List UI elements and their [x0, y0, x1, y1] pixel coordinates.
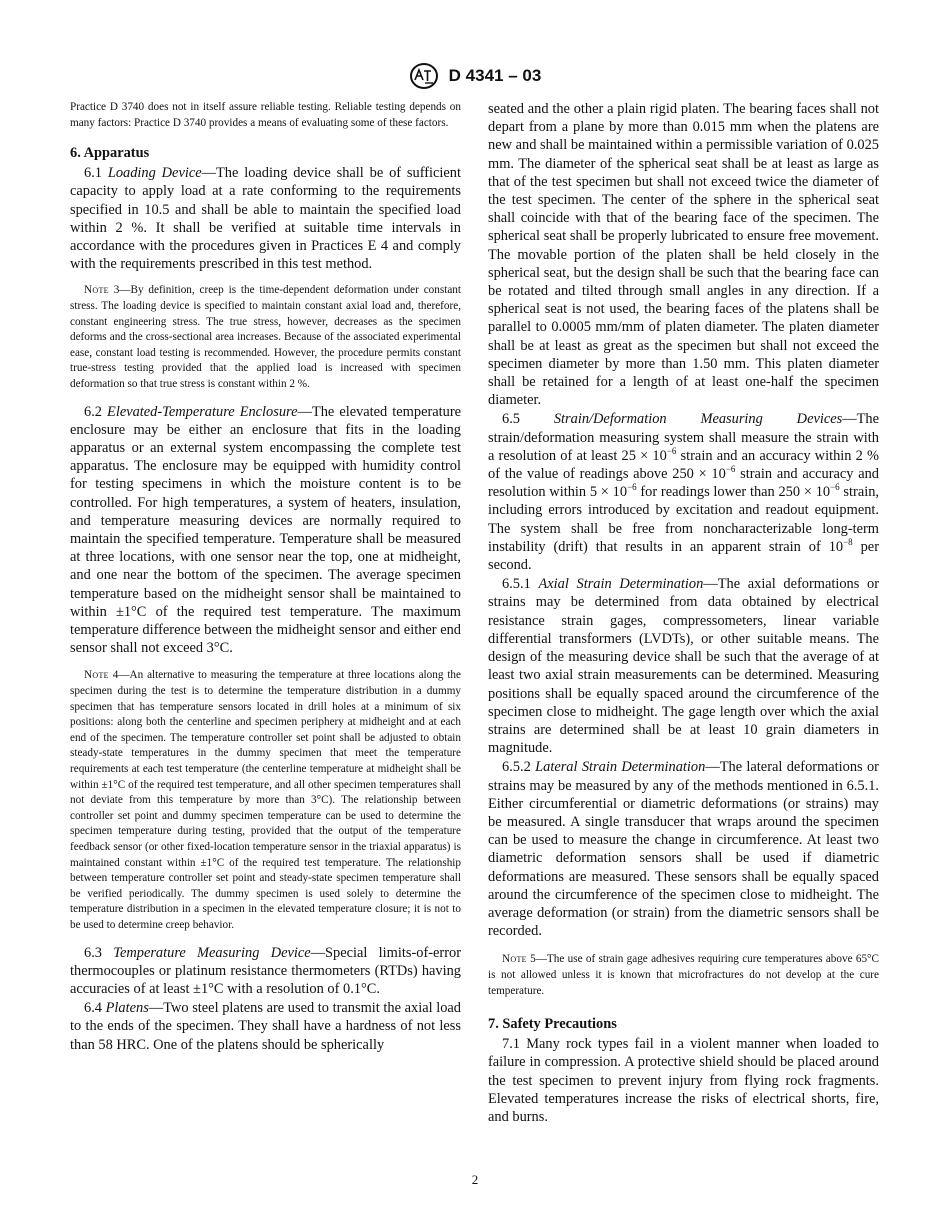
note-3 [70, 283, 461, 392]
para-text: strain and an accuracy within 2 % of the value of readings above 250 × 10 [488, 447, 879, 483]
paragraph-6-2 [70, 403, 461, 658]
para-text: strain and accuracy and resolution within 5 × 10 [488, 466, 879, 501]
exponent: −6 [627, 482, 637, 493]
right-column [488, 100, 879, 1126]
exponent: −6 [725, 464, 736, 475]
paragraph-6-4 [70, 999, 461, 1054]
paragraph-6-5-1 [488, 575, 879, 757]
exponent: −6 [666, 446, 677, 457]
para-text: for readings lower than 250 × 10 [636, 484, 831, 501]
para-num: 6.3 [84, 944, 114, 961]
page-header [0, 62, 950, 90]
para-num: 6.1 [84, 165, 108, 182]
section-6-title: 6. Apparatus [70, 145, 150, 162]
note-label: Note [502, 953, 527, 966]
paragraph-6-4-continued: seated and the other a plain rigid platen. The bearing faces shall not depart from a plane by more than 0.015 mm when the platens are new and shall be maintained within a permissible variation of 0.025 mm. The diameter of the spherical seat shall be at least as large as that of the test specimen but shall not exceed twice the diameter of the test specimen. The center of the sphere in the spherical seat shall coincide with that of the bearing face of the specimen. The spherical seat shall be properly lubricated to ensure free movement. The movable portion of the platen shall be held closely in the spherical seat, but the design shall be such that the bearing face can be rotated and tilted through small angles in any direction. If a spherical seat is not used, the bearing faces of the platens shall be parallel to 0.0005 mm/mm of platen diameter. The platen diameter shall be at least as great as the specimen but shall not exceed the specimen diameter by more than 1.50 mm. This platen diameter shall be retained for a length of at least one-half the specimen diameter. [488, 101, 879, 409]
para-text: per second. [488, 538, 879, 574]
para-text: —The loading device shall be of sufficient capacity to apply load at a rate conforming to the requirements specified in 10.5 and shall be able to maintain the specified load within 2 %. It shall be verified at suitable time intervals in accordance with the procedures given in Practices E 4 and comply with the requirements prescribed in this test method. [70, 165, 461, 273]
para-title: Strain/Deformation Measuring Devices [553, 411, 843, 428]
para-num: 6.4 [84, 1000, 106, 1017]
para-text: —The elevated temperature enclosure may be either an enclosure that fits in the loading apparatus or an external system encompassing the complete test apparatus. The enclosure may be equipped with humidity control for testing specimens in which the moisture content is to be controlled. For high temperatures, a system of heaters, insulation, and temperature measuring devices are normally required to maintain the specified temperature. Temperature shall be measured at three locations, with one sensor near the top, one at midheight, and one near the bottom of the specimen. The average specimen temperature based on the midheight sensor shall be maintained to within ±1°C of the required test temperature. The maximum temperature difference between the midheight sensor and either end sensor shall not exceed 3°C. [70, 403, 462, 657]
para-num: 6.2 [84, 403, 108, 420]
para-num: 6.5.1 [502, 576, 539, 593]
para-title: Platens [105, 1000, 149, 1017]
para-text: —The strain/deformation measuring system shall measure the strain with a resolution of at least 25 × 10 [488, 411, 879, 464]
paragraph-7-1: 7.1 Many rock types fail in a violent manner when loaded to failure in compression. A protective shield should be placed around the test specimen to prevent injury from flying rock fragments. Elevated temperatures increase the risks of electrical shorts, fire, and burns. [488, 1036, 879, 1125]
note-label: Note [84, 284, 109, 297]
note-text: 5—The use of strain gage adhesives requiring cure temperatures above 65°C is not allowed unless it is known that microfractures do not develop at the cure temperature. [488, 953, 879, 997]
para-text: strain, including errors introduced by excitation and readout equipment. The system shall be free from noncharacterizable long-term instability (drift) that results in an apparent strain of 10 [488, 484, 879, 555]
astm-logo-icon [409, 62, 439, 90]
para-num: 6.5 [502, 411, 554, 428]
paragraph-6-3 [70, 944, 461, 999]
note-text: 4—An alternative to measuring the temperature at three locations along the specimen during the test is to determine the temperature distribution in a dummy specimen that has temperature sensors located in drill holes at a minimum of six positions: along both the centerline and specimen periphery at midheight and at each end of the specimen. The temperature controller set point shall be adjusted to obtain steady-state temperatures in the dummy specimen that meet the temperature requirements at each test temperature (the centerline temperature at midheight shall be within ±1°C of the required test temperature, and all other specimen temperatures shall not deviate from this temperature by more than 3°C). The relationship between controller set point and dummy specimen temperature can be used to determine the specimen temperature during testing, provided that the output of the temperature feedback sensor (or other fixed-location temperature sensor in the triaxial apparatus) is maintained constant within ±1°C of the required test temperature. The relationship between temperature controller set point and steady-state specimen temperature shall be verified periodically. The dummy specimen is used solely to determine the temperature distribution in a specimen in the elevated temperature closure; it is not to be used to determine creep behavior. [70, 669, 461, 931]
para-num: 6.5.2 [502, 759, 536, 776]
exponent: −6 [830, 482, 840, 493]
standard-designation: D 4341 – 03 [448, 66, 542, 85]
para-title: Elevated-Temperature Enclosure [107, 403, 298, 420]
para-title: Loading Device [107, 165, 202, 182]
exponent: −8 [843, 537, 853, 548]
paragraph-6-5 [488, 410, 879, 574]
paragraph-6-5-2 [488, 758, 879, 940]
paragraph-6-1 [70, 164, 461, 273]
para-title: Axial Strain Determination [538, 576, 704, 593]
note-text: 3—By definition, creep is the time-dependent deformation under constant stress. The loading device is specified to maintain constant axial load and, therefore, constant engineering stress. The true stress, however, decreases as the specimen deforms and the cross-sectional area increases. Because of the associated experimental ease, constant load testing is recommended. However, the procedure permits constant true-stress testing provided that the applied load is increased with specimen deformation so that true stress is constant within 2 %. [70, 284, 461, 390]
para-title: Temperature Measuring Device [113, 944, 311, 961]
para-text: —The axial deformations or strains may be determined from data obtained by electrical resistance strain gages, compressometers, linear variable differential transformers (LVDTs), or other suitable means. The design of the measuring device shall be such that the average of at least two axial strain measurements can be determined. Measuring positions shall be equally spaced around the circumference of the specimen close to midheight. The gage length over which the axial strains are determined shall be at least 10 grain diameters in magnitude. [488, 576, 879, 757]
intro-note: Practice D 3740 does not in itself assure reliable testing. Reliable testing depends on many factors: Practice D 3740 provides a means of evaluating some of these factors. [70, 101, 461, 129]
note-label: Note [84, 669, 109, 682]
left-column [70, 100, 461, 1054]
para-text: —The lateral deformations or strains may be measured by any of the methods mentioned in 6.5.1. Either circumferential or diametric deformations (or strains) may be measured. A single transducer that wraps around the specimen can be used to measure the change in circumference. At least two diametric deformation sensors shall be used if diametric deformations are measured. These sensors shall be equally spaced around the circumference of the specimen close to midheight. The average deformation (or strain) from the diametric sensors shall be recorded. [488, 759, 879, 940]
page-number: 2 [471, 1172, 479, 1187]
note-4 [70, 668, 461, 933]
note-5 [488, 952, 879, 999]
para-text: —Two steel platens are used to transmit the axial load to the ends of the specimen. They shall have a hardness of not less than 58 HRC. One of the platens should be spherically [70, 1000, 461, 1053]
para-title: Lateral Strain Determination [535, 759, 706, 776]
section-7-title: 7. Safety Precautions [488, 1016, 617, 1033]
para-text: —Special limits-of-error thermocouples or platinum resistance thermometers (RTDs) having accuracies of at least ±1°C with a resolution of 0.1°C. [70, 944, 461, 997]
